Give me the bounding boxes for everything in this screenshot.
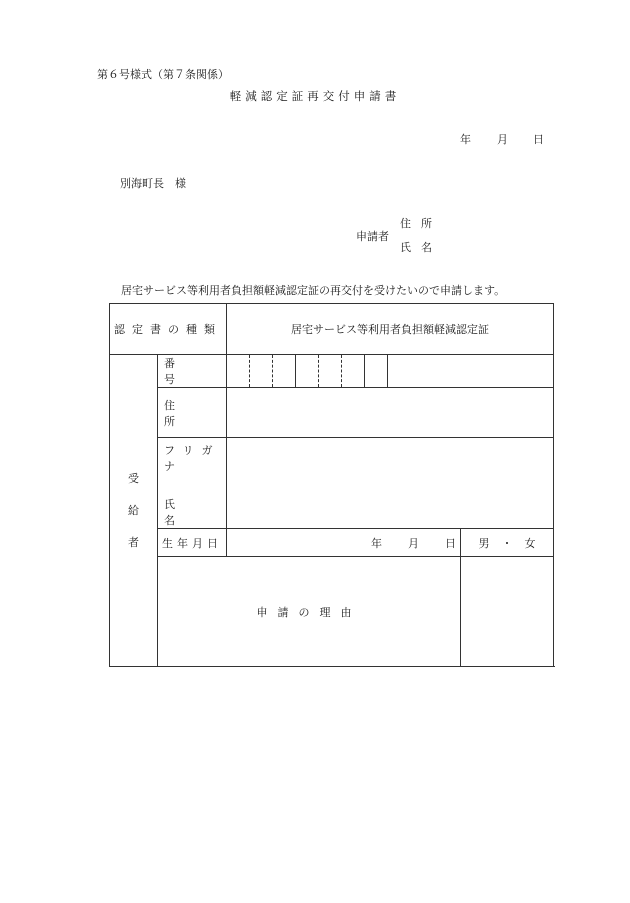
form-title: 軽減認定証再交付申請書 <box>229 89 401 103</box>
addressee: 別海町長 様 <box>120 177 186 190</box>
number-digit-box[interactable] <box>273 355 296 387</box>
recipient-name-input[interactable] <box>227 438 554 529</box>
gender-male-label[interactable]: 男 <box>478 536 490 550</box>
birthdate-label-cell <box>158 529 227 557</box>
gender-cell[interactable] <box>461 529 554 557</box>
reason-label: 申請の理由 <box>256 605 362 619</box>
birthdate-label: 生年月日 <box>162 536 222 550</box>
number-input-cell[interactable] <box>227 355 554 388</box>
recipient-char-3: 者 <box>128 535 139 549</box>
recipient-name-label: 氏名 <box>164 498 207 527</box>
birthdate-input[interactable] <box>227 529 461 557</box>
date-month-label: 月 <box>497 133 508 146</box>
furigana-name-label-cell <box>158 438 227 529</box>
furigana-label: フリガナ <box>164 444 221 473</box>
reason-input[interactable] <box>461 557 554 667</box>
recipient-address-input[interactable] <box>227 388 554 438</box>
certificate-type-value-cell <box>227 304 554 355</box>
number-label-cell <box>158 355 227 388</box>
birth-year-label: 年 <box>371 536 382 550</box>
recipient-char-1: 受 <box>128 471 139 485</box>
number-digit-box[interactable] <box>227 355 250 387</box>
number-digit-box[interactable] <box>365 355 388 387</box>
number-label: 番号 <box>164 357 207 386</box>
birth-day-label: 日 <box>445 536 456 550</box>
date-day-label: 日 <box>533 133 544 146</box>
address-label-cell <box>158 388 227 438</box>
recipient-address-label: 住所 <box>164 398 207 428</box>
number-boxes <box>227 355 553 387</box>
applicant-address-label: 住所 <box>400 217 442 230</box>
applicant-label: 申請者 <box>356 230 389 243</box>
number-digit-box[interactable] <box>342 355 365 387</box>
number-digit-box[interactable] <box>319 355 342 387</box>
gender-separator: ・ <box>501 536 513 550</box>
birth-month-label: 月 <box>408 536 419 550</box>
form-number: 第６号様式（第７条関係） <box>97 68 229 81</box>
reason-label-cell <box>158 557 461 667</box>
recipient-label-cell <box>110 355 158 667</box>
number-digit-box[interactable] <box>250 355 273 387</box>
application-table <box>109 303 554 667</box>
certificate-type-label-cell <box>110 304 227 355</box>
certificate-type-value: 居宅サービス等利用者負担額軽減認定証 <box>291 323 489 336</box>
number-digit-box[interactable] <box>296 355 319 387</box>
gender-female-label[interactable]: 女 <box>524 536 536 550</box>
date-year-label: 年 <box>460 133 471 146</box>
applicant-name-label: 氏名 <box>400 241 442 254</box>
certificate-type-label: 認定書の種類 <box>114 323 222 336</box>
recipient-char-2: 給 <box>128 503 139 517</box>
statement: 居宅サービス等利用者負担額軽減認定証の再交付を受けたいので申請します。 <box>121 284 506 297</box>
